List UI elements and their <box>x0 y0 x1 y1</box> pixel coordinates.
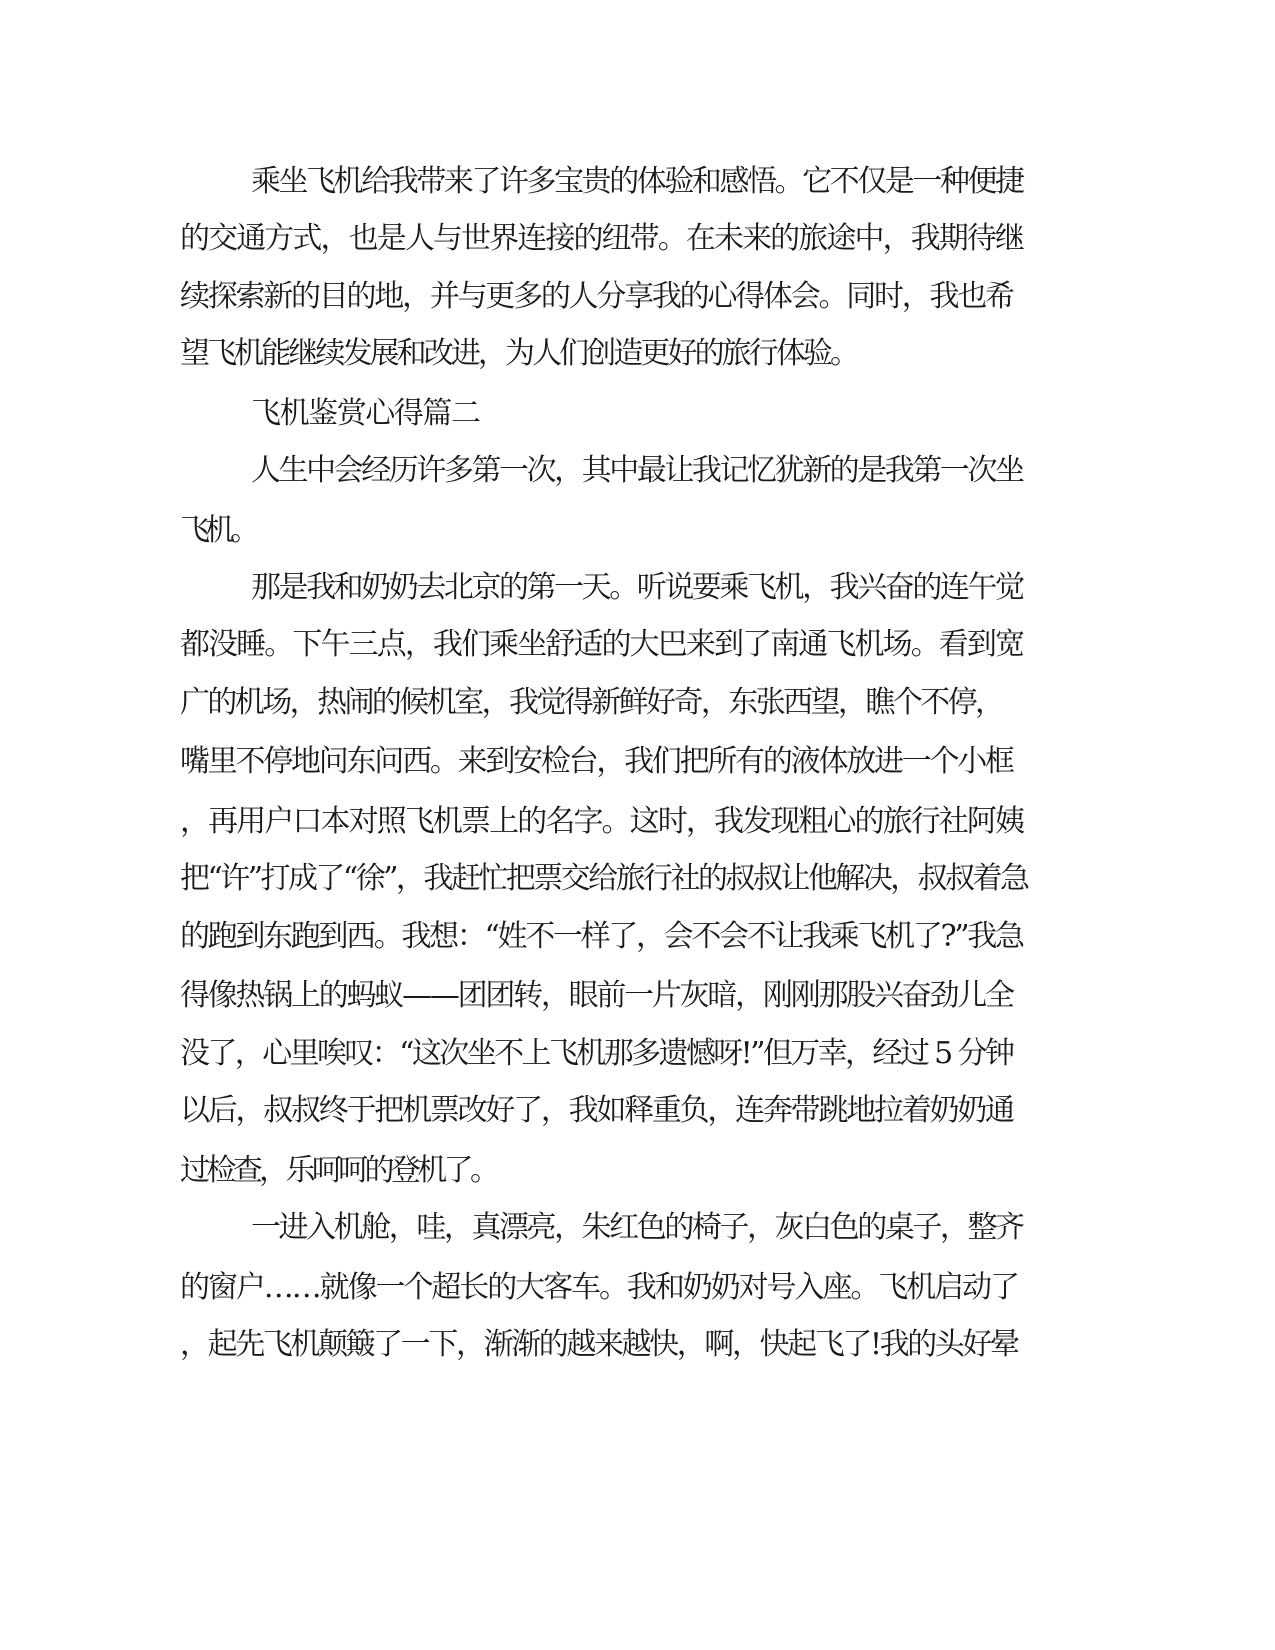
text-line: 广的机场，热闹的候机室，我觉得新鲜好奇，东张西望，瞧个不停， <box>180 685 1003 720</box>
text-line: 过检查，乐呵呵的登机了。 <box>180 1153 497 1188</box>
text-line: 那是我和奶奶去北京的第一天。听说要乘飞机，我兴奋的连午觉 <box>251 570 1023 605</box>
text-line: 的交通方式，也是人与世界连接的纽带。在未来的旅途中，我期待继 <box>180 221 1024 256</box>
text-line: 续探索新的目的地，并与更多的人分享我的心得体会。同时，我也希 <box>180 279 1013 314</box>
section-heading: 飞机鉴赏心得篇二 <box>251 396 480 431</box>
text-line: 的窗户……就像一个超长的大客车。我和奶奶对号入座。飞机启动了 <box>180 1270 1018 1305</box>
text-line: 以后，叔叔终于把机票改好了，我如释重负，连奔带跳地拉着奶奶通 <box>180 1093 1013 1128</box>
text-line: 一进入机舱，哇，真漂亮，朱红色的椅子，灰白色的桌子，整齐 <box>251 1210 1023 1245</box>
text-line: ，再用户口本对照飞机票上的名字。这时，我发现粗心的旅行社阿姨 <box>180 804 1024 839</box>
text-line: 嘴里不停地问东问西。来到安检台，我们把所有的液体放进一个小框 <box>180 744 1013 779</box>
text-line: 人生中会经历许多第一次，其中最让我记忆犹新的是我第一次坐 <box>251 453 1023 488</box>
text-line: 的跑到东跑到西。我想：“姓不一样了，会不会不让我乘飞机了?”我急 <box>180 919 1023 954</box>
text-line: 飞机。 <box>180 513 255 548</box>
text-line: ，起先飞机颠簸了一下，渐渐的越来越快，啊，快起飞了!我的头好晕 <box>180 1327 1018 1362</box>
text-line: 都没睡。下午三点，我们乘坐舒适的大巴来到了南通飞机场。看到宽 <box>180 627 1024 662</box>
text-line: 把“许”打成了“徐”，我赶忙把票交给旅行社的叔叔让他解决，叔叔着急 <box>180 861 1028 896</box>
text-line: 得像热锅上的蚂蚁——团团转，眼前一片灰暗，刚刚那股兴奋劲儿全 <box>180 978 1013 1013</box>
text-line: 乘坐飞机给我带来了许多宝贵的体验和感悟。它不仅是一种便捷 <box>251 164 1023 199</box>
text-line: 没了，心里唉叹：“这次坐不上飞机那多遗憾呀!”但万幸，经过 5 分钟 <box>180 1036 1013 1071</box>
text-line: 望飞机能继续发展和改进，为人们创造更好的旅行体验。 <box>180 336 858 371</box>
